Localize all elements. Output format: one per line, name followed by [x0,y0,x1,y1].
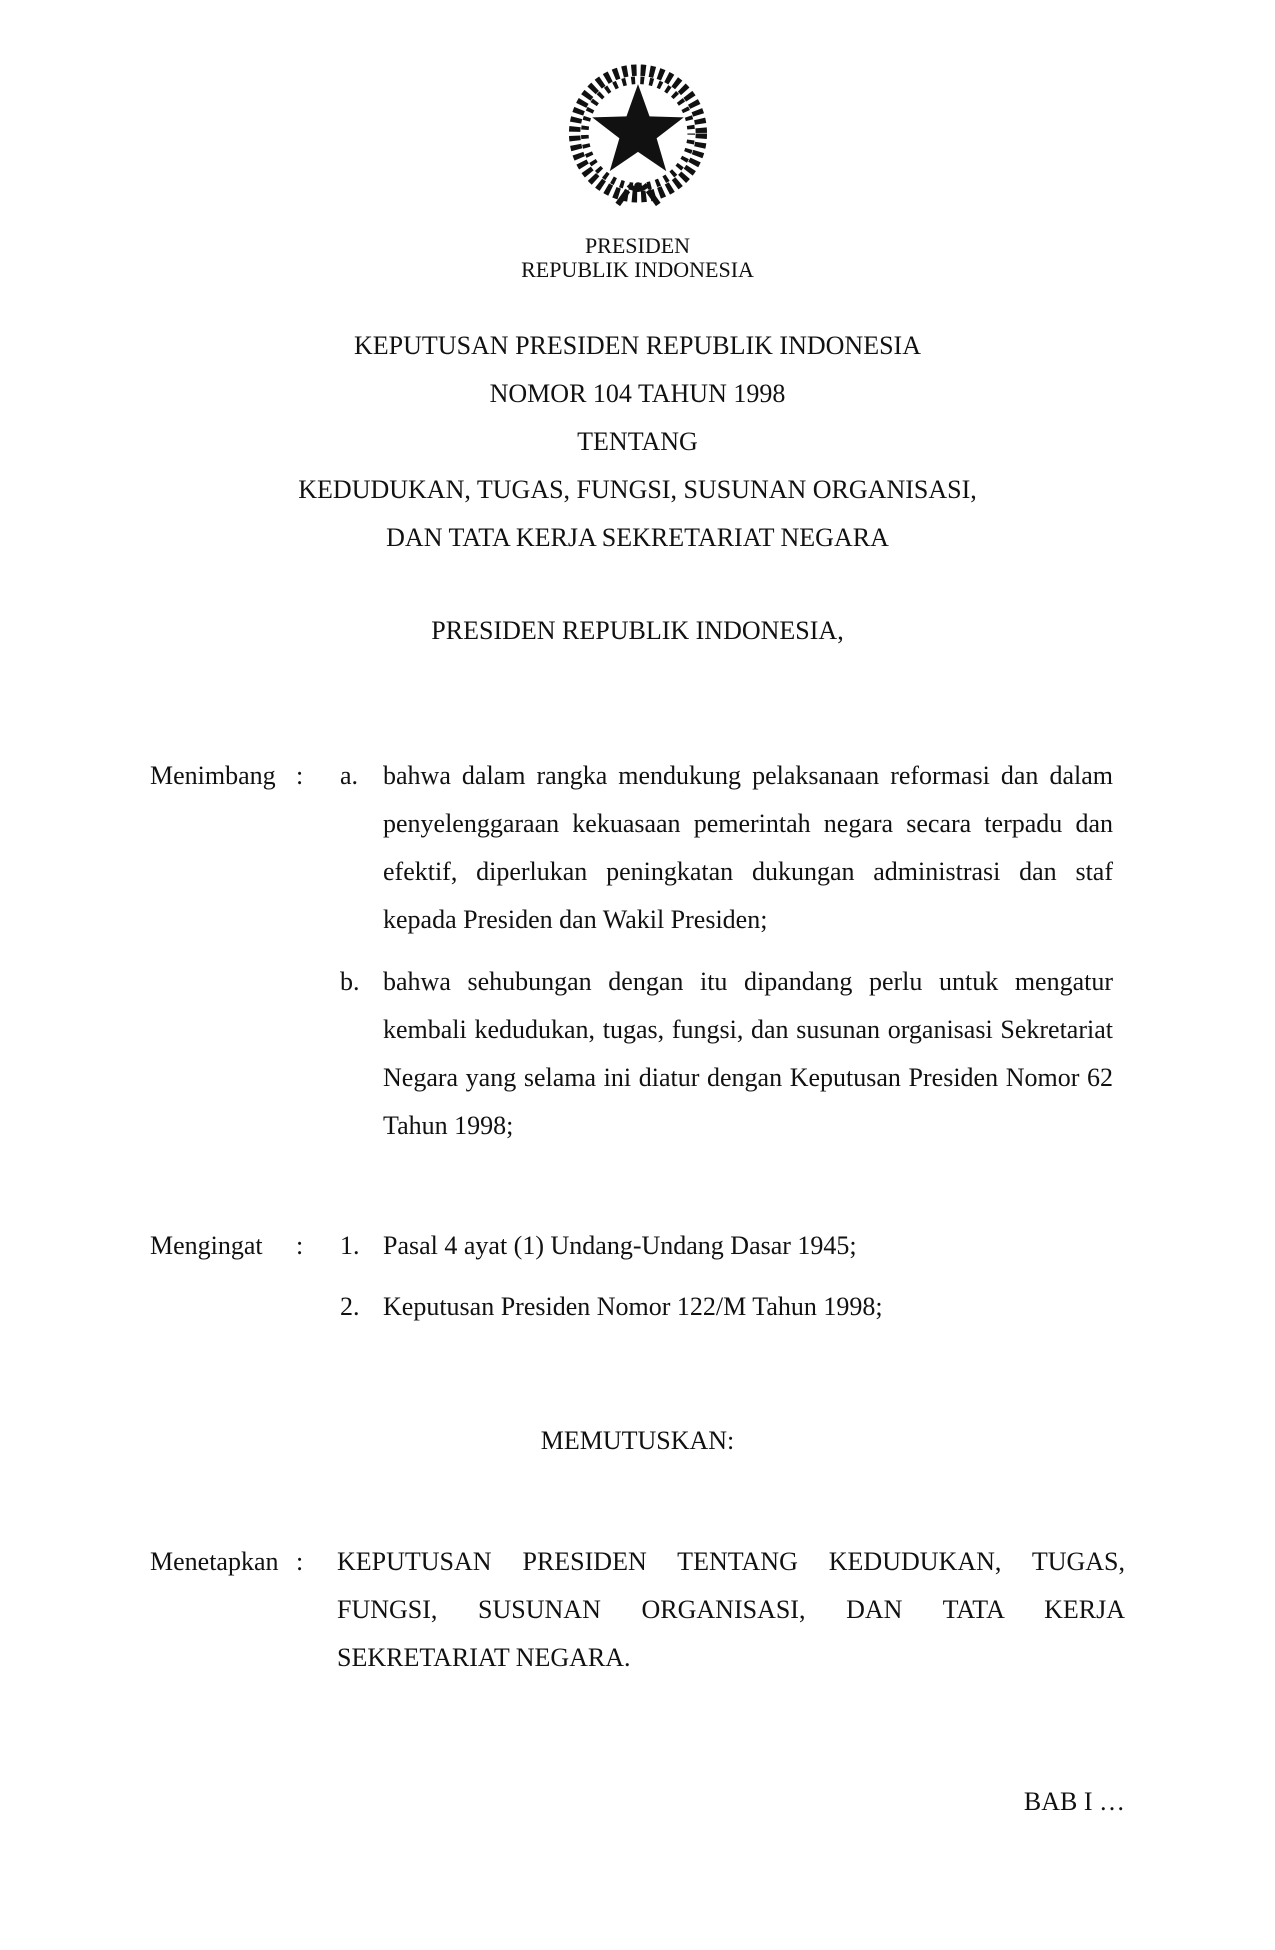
paragraph-line: Keputusan Presiden Nomor 122/M Tahun 1998; [383,1292,883,1321]
paragraph-line: Tahun 1998; [383,1111,514,1140]
letterhead-republik-indonesia: REPUBLIK INDONESIA [521,257,754,282]
recalling-item-2 [340,1283,1113,1331]
enacting-section [150,1538,1125,1682]
paragraph-line: KEPUTUSAN PRESIDEN TENTANG KEDUDUKAN, TUGAS, [337,1547,1125,1576]
paragraph-line: Pasal 4 ayat (1) Undang-Undang Dasar 1945; [383,1231,857,1260]
item-marker-b: b. [340,967,360,996]
paragraph-line: bahwa dalam rangka mendukung pelaksanaan reformasi dan dalam [383,761,1113,790]
page-continuation-mark: BAB I … [1023,1787,1125,1816]
paragraph-line: kepada Presiden dan Wakil Presiden; [383,905,768,934]
title-line-3: TENTANG [577,427,698,456]
item-marker-a: a. [340,761,359,790]
considering-colon: : [296,761,304,790]
presidential-seal-icon [562,60,714,212]
considering-item-a [340,752,1113,944]
salutation: PRESIDEN REPUBLIK INDONESIA, [431,616,844,645]
star-icon [592,84,683,171]
recalling-section [150,1222,1125,1331]
considering-section [150,752,1125,1150]
recalling-label: Mengingat [150,1231,263,1260]
paragraph-line: FUNGSI, SUSUNAN ORGANISASI, DAN TATA KERJA [337,1595,1125,1624]
title-line-4: KEDUDUKAN, TUGAS, FUNGSI, SUSUNAN ORGANISASI, [298,475,977,504]
letterhead [0,60,1275,282]
decision-heading: MEMUTUSKAN: [540,1426,735,1455]
letterhead-presiden: PRESIDEN [584,233,691,258]
title-line-1: KEPUTUSAN PRESIDEN REPUBLIK INDONESIA [354,331,921,360]
considering-item-b [340,958,1113,1150]
paragraph-line: bahwa sehubungan dengan itu dipandang perlu untuk mengatur [383,967,1113,996]
enacting-body [337,1538,1125,1682]
enacting-label: Menetapkan [150,1547,279,1576]
paragraph-line: Negara yang selama ini diatur dengan Keputusan Presiden Nomor 62 [383,1063,1113,1092]
recalling-colon: : [296,1231,304,1260]
title-line-2: NOMOR 104 TAHUN 1998 [489,379,786,408]
recalling-item-1 [340,1222,1113,1270]
paragraph-line: penyelenggaraan kekuasaan pemerintah negara secara terpadu dan [383,809,1113,838]
item-marker-1: 1. [340,1231,360,1260]
paragraph-line: SEKRETARIAT NEGARA. [337,1643,631,1672]
paragraph-line: kembali kedudukan, tugas, fungsi, dan susunan organisasi Sekretariat [383,1015,1113,1044]
considering-label: Menimbang [150,761,276,790]
title-line-5: DAN TATA KERJA SEKRETARIAT NEGARA [386,523,889,552]
document-title [0,322,1275,562]
item-marker-2: 2. [340,1292,360,1321]
enacting-colon: : [296,1547,304,1576]
letterhead-text [0,234,1275,282]
paragraph-line: efektif, diperlukan peningkatan dukungan administrasi dan staf [383,857,1113,886]
considering-items [150,752,1125,1150]
